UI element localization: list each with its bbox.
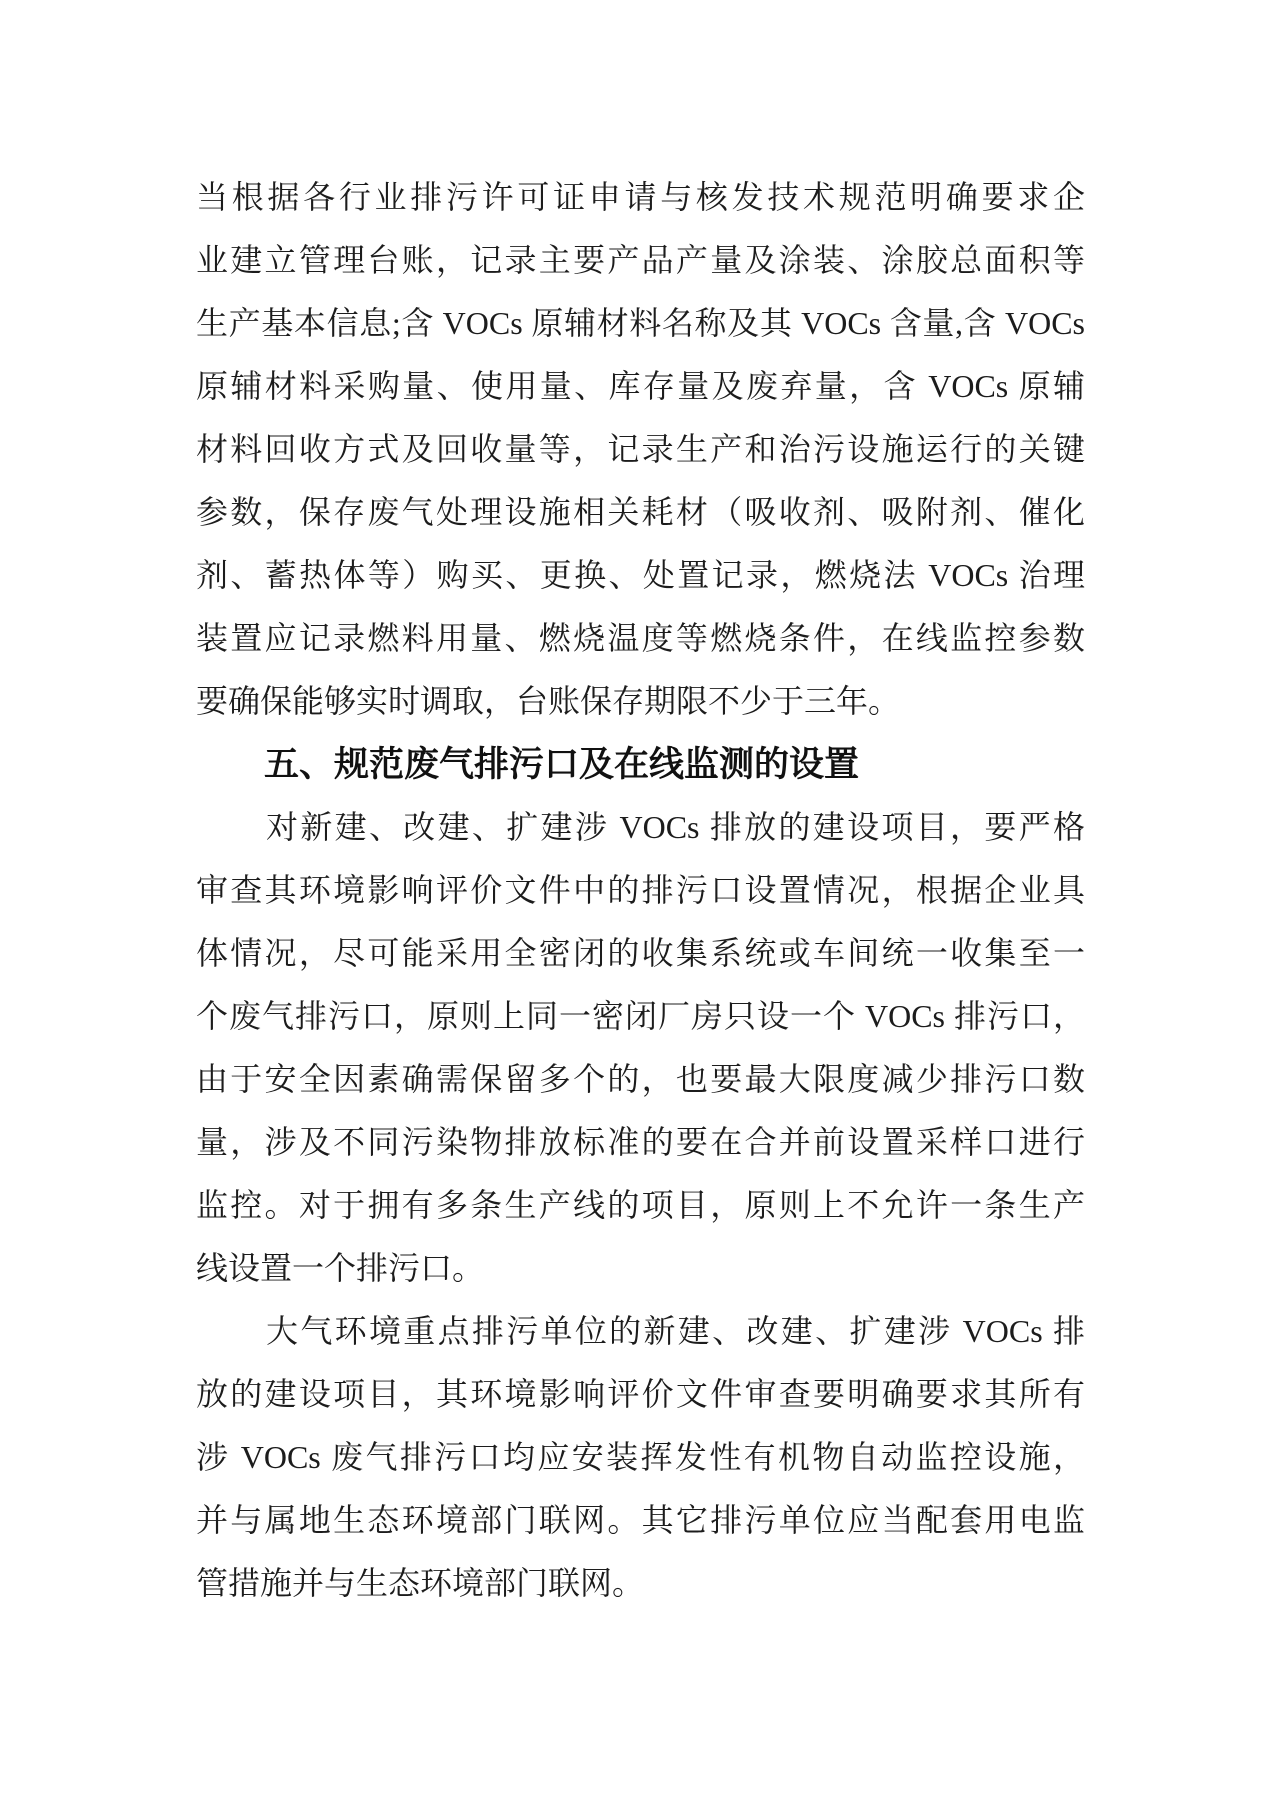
text-line: 放的建设项目，其环境影响评价文件审查要明确要求其所有	[196, 1376, 1085, 1412]
text-line: 审查其环境影响评价文件中的排污口设置情况，根据企业具	[196, 872, 1085, 908]
text-line: 装置应记录燃料用量、燃烧温度等燃烧条件，在线监控参数	[196, 620, 1085, 656]
text-line: 体情况，尽可能采用全密闭的收集系统或车间统一收集至一	[196, 935, 1085, 971]
text-line: 要确保能够实时调取，台账保存期限不少于三年。	[196, 683, 901, 719]
text-line: 原辅材料采购量、使用量、库存量及废弃量，含 VOCs 原辅	[196, 368, 1085, 404]
text-line: 涉 VOCs 废气排污口均应安装挥发性有机物自动监控设施，	[196, 1439, 1085, 1475]
text-line: 业建立管理台账，记录主要产品产量及涂装、涂胶总面积等	[196, 242, 1085, 278]
text-line: 量，涉及不同污染物排放标准的要在合并前设置采样口进行	[196, 1124, 1085, 1160]
text-line: 并与属地生态环境部门联网。其它排污单位应当配套用电监	[196, 1502, 1085, 1538]
section-heading: 五、规范废气排污口及在线监测的设置	[264, 745, 860, 784]
text-line: 大气环境重点排污单位的新建、改建、扩建涉 VOCs 排	[266, 1313, 1085, 1349]
text-line: 对新建、改建、扩建涉 VOCs 排放的建设项目，要严格	[266, 809, 1085, 845]
text-line: 材料回收方式及回收量等，记录生产和治污设施运行的关键	[196, 431, 1085, 467]
text-line: 生产基本信息;含 VOCs 原辅材料名称及其 VOCs 含量,含 VOCs	[196, 305, 1085, 341]
text-line: 管措施并与生态环境部门联网。	[196, 1565, 645, 1601]
document-body	[196, 166, 1085, 1615]
text-line: 线设置一个排污口。	[196, 1250, 485, 1286]
text-line: 剂、蓄热体等）购买、更换、处置记录，燃烧法 VOCs 治理	[196, 557, 1085, 593]
text-line: 由于安全因素确需保留多个的，也要最大限度减少排污口数	[196, 1061, 1085, 1097]
text-line: 监控。对于拥有多条生产线的项目，原则上不允许一条生产	[196, 1187, 1085, 1223]
text-line: 当根据各行业排污许可证申请与核发技术规范明确要求企	[196, 179, 1085, 215]
text-line: 参数，保存废气处理设施相关耗材（吸收剂、吸附剂、催化	[196, 494, 1085, 530]
text-line: 个废气排污口，原则上同一密闭厂房只设一个 VOCs 排污口，	[196, 998, 1085, 1034]
